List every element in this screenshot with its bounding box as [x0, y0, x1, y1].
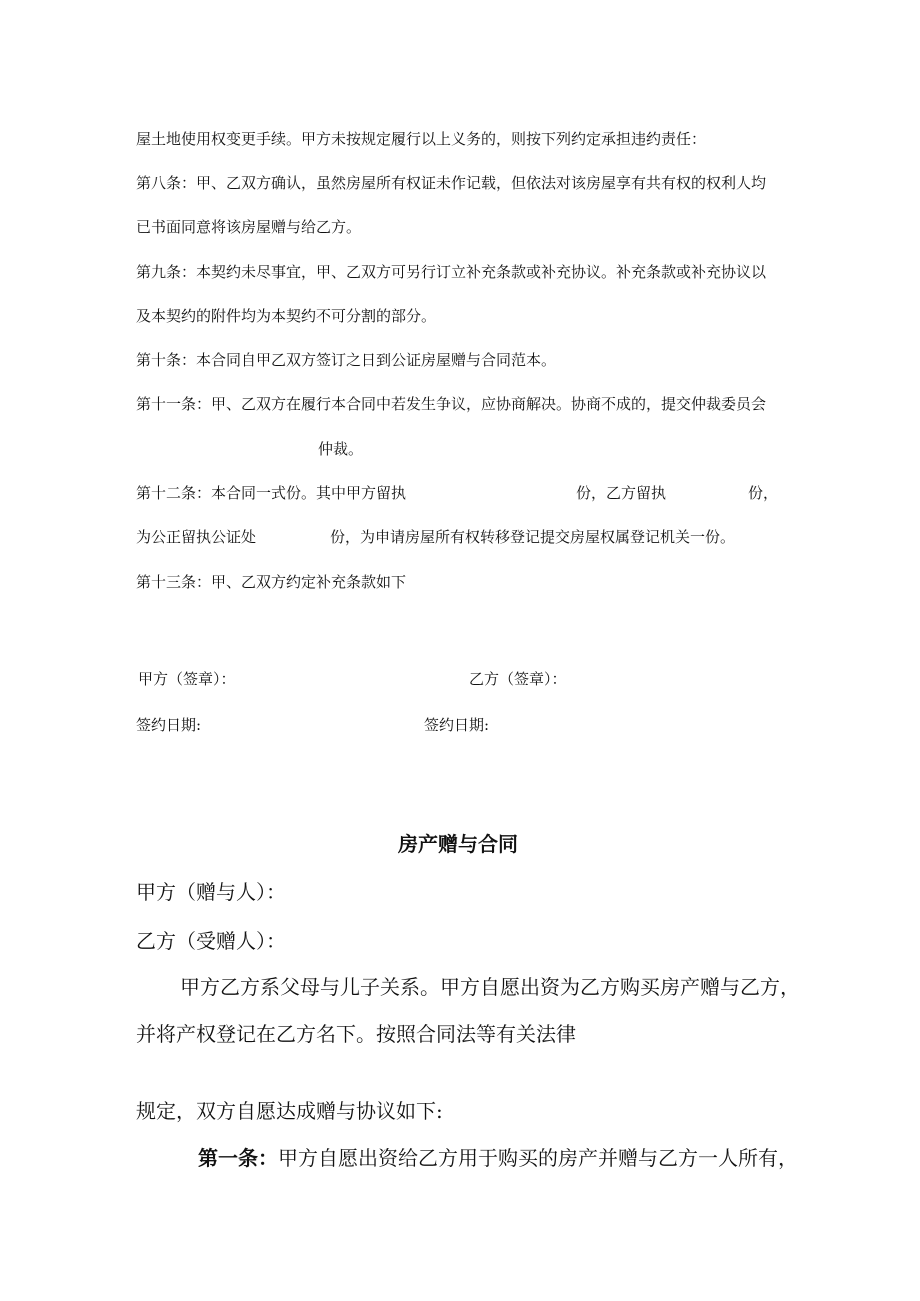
preamble-line-1: 甲方乙方系父母与儿子关系。甲方自愿出资为乙方购买房产赠与乙方， — [180, 975, 800, 999]
party-a-signature-label: 甲方（签章）： — [138, 670, 236, 688]
article-8-line-1: 第八条：甲、乙双方确认，虽然房屋所有权证未作记载，但依法对该房屋享有共有权的权利人均 — [136, 174, 767, 192]
party-b-donee-label: 乙方（受赠人）： — [136, 929, 286, 953]
article-1-label: 第一条： — [198, 1146, 278, 1170]
article-12-line-1-part-2: 份，乙方留执 — [576, 484, 667, 502]
article-10: 第十条：本合同自甲乙双方签订之日到公证房屋赠与合同范本。 — [136, 351, 557, 369]
article-1-text: 甲方自愿出资给乙方用于购买的房产并赠与乙方一人所有， — [278, 1146, 798, 1170]
article-12-line-2-part-1: 为公正留执公证处 — [136, 528, 257, 546]
article-8-line-2: 已书面同意将该房屋赠与给乙方。 — [136, 218, 362, 236]
article-1 — [198, 1142, 798, 1171]
article-9-line-1: 第九条：本契约未尽事宜，甲、乙双方可另行订立补充条款或补充协议。补充条款或补充协议以 — [136, 263, 767, 281]
article-9-line-2: 及本契约的附件均为本契约不可分割的部分。 — [136, 307, 437, 325]
party-b-sign-date-label: 签约日期: — [424, 716, 490, 734]
clause-text-line: 屋土地使用权变更手续。甲方未按规定履行以上义务的，则按下列约定承担违约责任： — [136, 130, 707, 148]
document-title: 房产赠与合同 — [398, 832, 518, 856]
preamble-line-2: 并将产权登记在乙方名下。按照合同法等有关法律 — [136, 1022, 576, 1046]
article-13: 第十三条：甲、乙双方约定补充条款如下 — [136, 573, 407, 591]
party-a-sign-date-label: 签约日期: — [136, 716, 202, 734]
article-12-line-1-part-3: 份， — [748, 484, 779, 502]
article-11-line-1: 第十一条：甲、乙双方在履行本合同中若发生争议，应协商解决。协商不成的，提交仲裁委员会 — [136, 395, 767, 413]
article-11-line-2: 仲裁。 — [318, 440, 364, 458]
party-b-signature-label: 乙方（签章）： — [469, 670, 567, 688]
article-12-line-2-part-2: 份，为申请房屋所有权转移登记提交房屋权属登记机关一份。 — [330, 528, 736, 546]
preamble-line-3: 规定，双方自愿达成赠与协议如下: — [136, 1099, 443, 1123]
article-12-line-1-part-1: 第十二条：本合同一式份。其中甲方留执 — [136, 484, 407, 502]
party-a-donor-label: 甲方（赠与人）： — [136, 880, 286, 904]
